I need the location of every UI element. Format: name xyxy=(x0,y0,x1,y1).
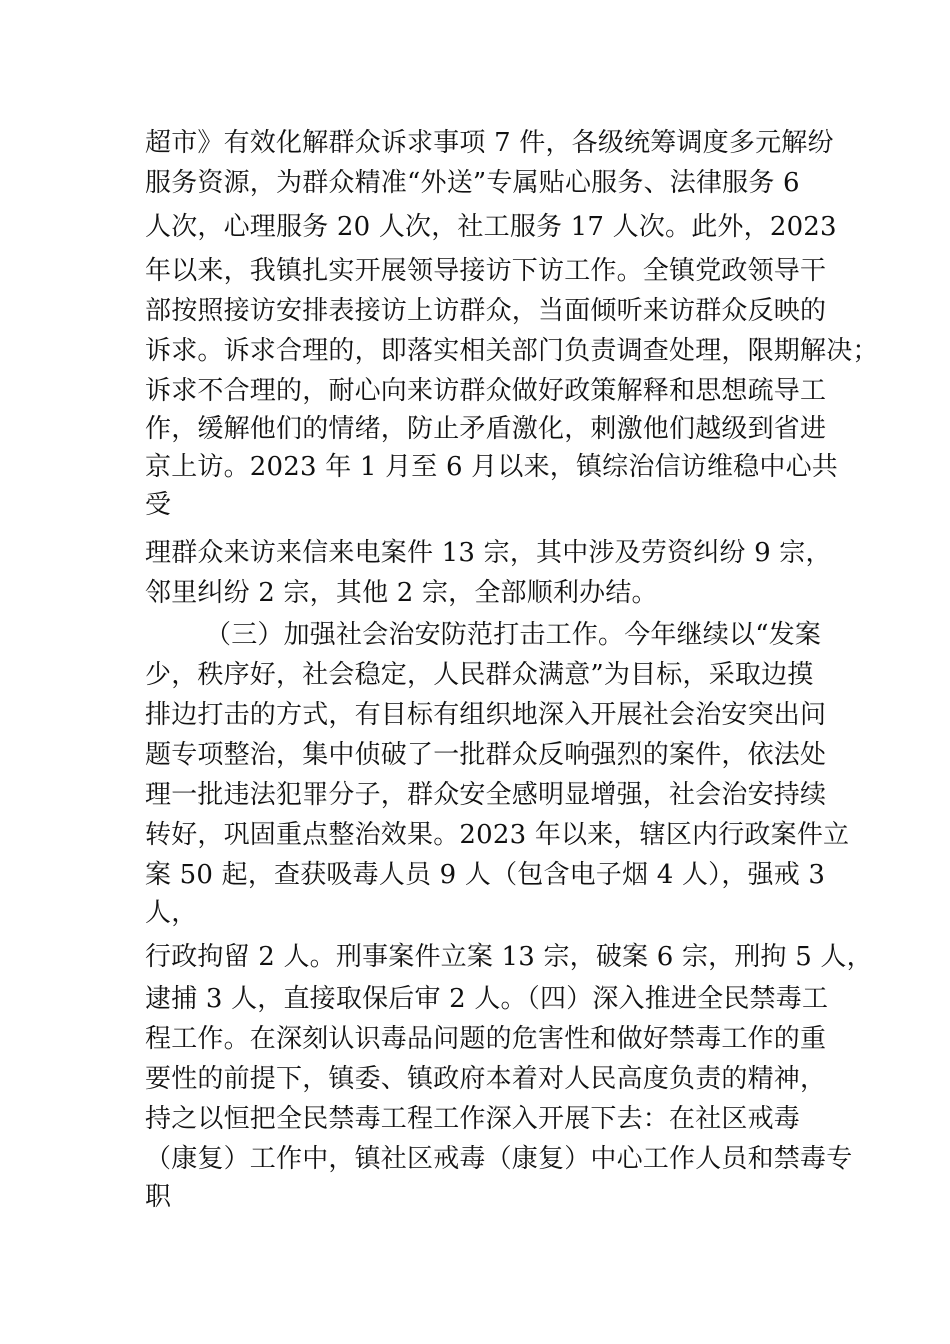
text-line: 理一批违法犯罪分子，群众安全感明显增强，社会治安持续 xyxy=(145,780,827,810)
text-line: 持之以恒把全民禁毒工程工作深入开展下去：在社区戒毒 xyxy=(145,1104,801,1134)
text-line: 行政拘留 2 人。刑事案件立案 13 宗，破案 6 宗，刑拘 5 人， xyxy=(145,942,873,972)
text-line: 受 xyxy=(145,490,172,520)
text-line: 排边打击的方式，有目标有组织地深入开展社会治安突出问 xyxy=(145,700,827,730)
text-line: （康复）工作中，镇社区戒毒（康复）中心工作人员和禁毒专 xyxy=(145,1144,853,1174)
text-line: 京上访。2023 年 1 月至 6 月以来，镇综治信访维稳中心共 xyxy=(145,452,838,482)
text-line: 程工作。在深刻认识毒品问题的危害性和做好禁毒工作的重 xyxy=(145,1024,827,1054)
text-line: 案 50 起，查获吸毒人员 9 人（包含电子烟 4 人），强戒 3 xyxy=(145,860,826,890)
text-line: 要性的前提下，镇委、镇政府本着对人民高度负责的精神， xyxy=(145,1064,827,1094)
text-line: 逮捕 3 人，直接取保后审 2 人。（四）深入推进全民禁毒工 xyxy=(145,984,829,1014)
text-line: 邻里纠纷 2 宗，其他 2 宗，全部顺利办结。 xyxy=(145,578,658,608)
text-line: 人， xyxy=(145,898,198,928)
text-line: 转好，巩固重点整治效果。2023 年以来，辖区内行政案件立 xyxy=(145,820,850,850)
text-line: 少，秩序好，社会稳定，人民群众满意”为目标，采取边摸 xyxy=(145,660,814,690)
text-line: 诉求不合理的，耐心向来访群众做好政策解释和思想疏导工 xyxy=(145,376,827,406)
text-line: 诉求。诉求合理的，即落实相关部门负责调查处理，限期解决； xyxy=(145,336,879,366)
text-line: 题专项整治，集中侦破了一批群众反响强烈的案件，依法处 xyxy=(145,740,827,770)
text-line: 职 xyxy=(145,1182,172,1212)
section-heading-line: （三）加强社会治安防范打击工作。今年继续以“发案 xyxy=(205,620,822,650)
text-line: 人次，心理服务 20 人次，社工服务 17 人次。此外，2023 xyxy=(145,212,837,242)
text-line: 年以来，我镇扎实开展领导接访下访工作。全镇党政领导干 xyxy=(145,256,827,286)
text-line: 作，缓解他们的情绪，防止矛盾激化，刺激他们越级到省进 xyxy=(145,414,827,444)
text-line: 超市》有效化解群众诉求事项 7 件，各级统筹调度多元解纷 xyxy=(145,128,834,158)
text-line: 服务资源，为群众精准“外送”专属贴心服务、法律服务 6 xyxy=(145,168,800,198)
text-line: 部按照接访安排表接访上访群众，当面倾听来访群众反映的 xyxy=(145,296,827,326)
text-line: 理群众来访来信来电案件 13 宗，其中涉及劳资纠纷 9 宗， xyxy=(145,538,832,568)
